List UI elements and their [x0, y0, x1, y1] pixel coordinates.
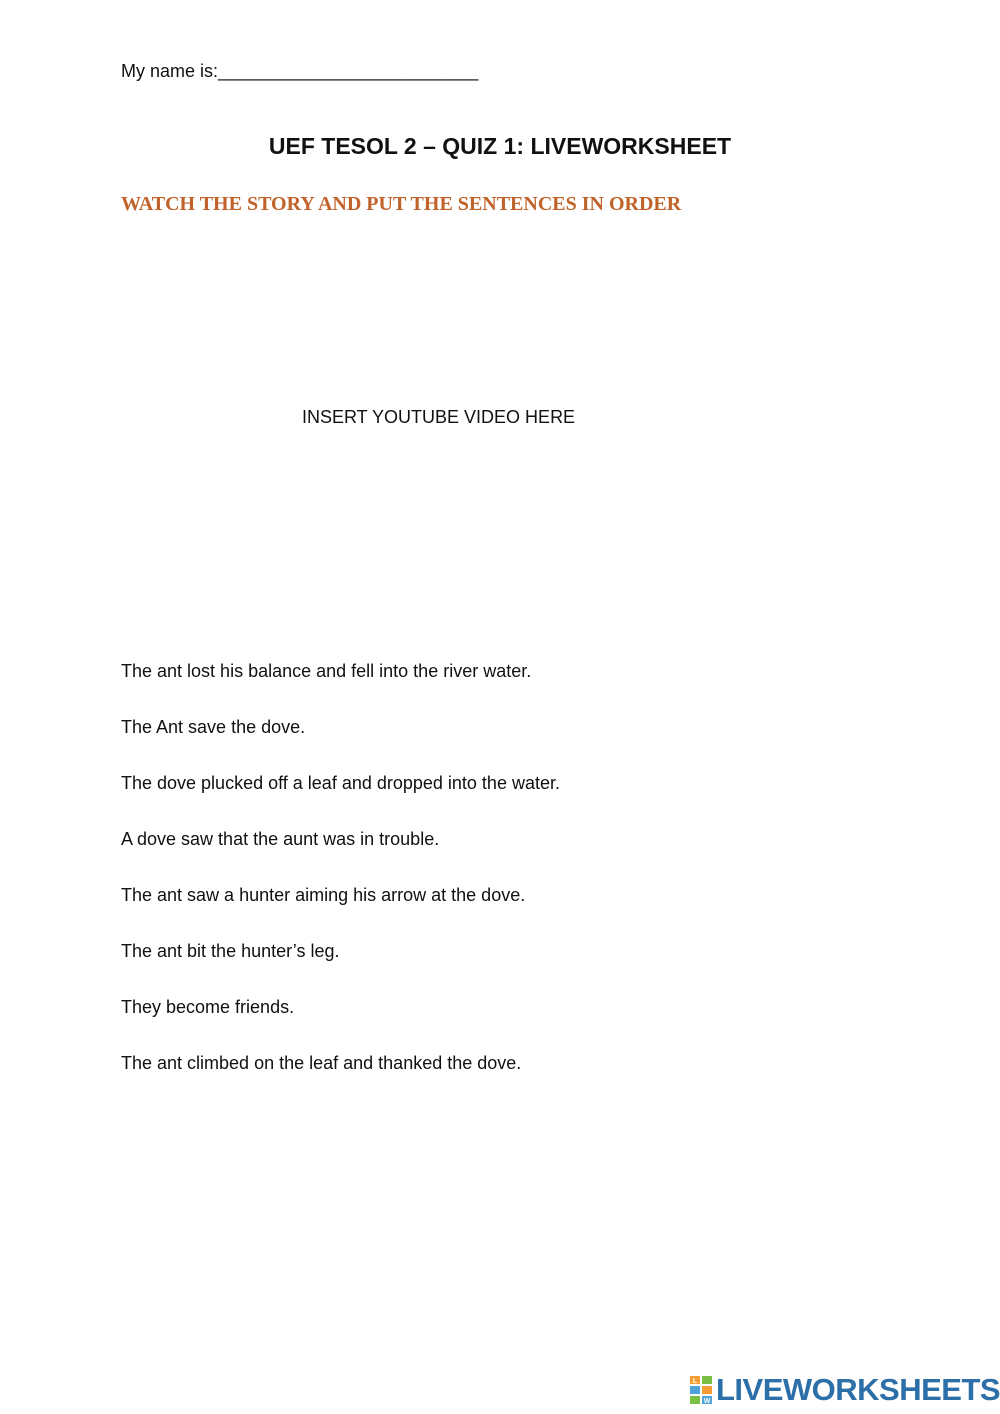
sentence-item[interactable]: The ant climbed on the leaf and thanked the dove. — [121, 1053, 522, 1073]
sentence-item[interactable]: The ant saw a hunter aiming his arrow at the dove. — [121, 885, 526, 905]
logo-letter: W — [703, 1398, 711, 1404]
logo-letter: L — [692, 1378, 698, 1385]
sentence-list — [121, 660, 560, 1108]
liveworksheets-logo — [690, 1373, 1000, 1407]
logo-wordmark: LIVEWORKSHEETS — [716, 1372, 1000, 1407]
sentence-item[interactable]: The Ant save the dove. — [121, 717, 306, 737]
sentence-item[interactable]: The ant lost his balance and fell into the river water. — [121, 661, 532, 681]
student-name-line[interactable]: My name is:__________________________ — [121, 61, 479, 81]
sentence-item[interactable]: A dove saw that the aunt was in trouble. — [121, 829, 440, 849]
sentence-item[interactable]: The ant bit the hunter’s leg. — [121, 941, 340, 961]
sentence-item[interactable]: They become friends. — [121, 997, 295, 1017]
instruction-heading: WATCH THE STORY AND PUT THE SENTENCES IN ORDER — [121, 193, 682, 215]
liveworksheets-logo-icon — [690, 1376, 712, 1404]
video-placeholder: INSERT YOUTUBE VIDEO HERE — [302, 407, 576, 427]
worksheet-title: UEF TESOL 2 – QUIZ 1: LIVEWORKSHEET — [268, 133, 732, 159]
sentence-item[interactable]: The dove plucked off a leaf and dropped into the water. — [121, 773, 560, 793]
